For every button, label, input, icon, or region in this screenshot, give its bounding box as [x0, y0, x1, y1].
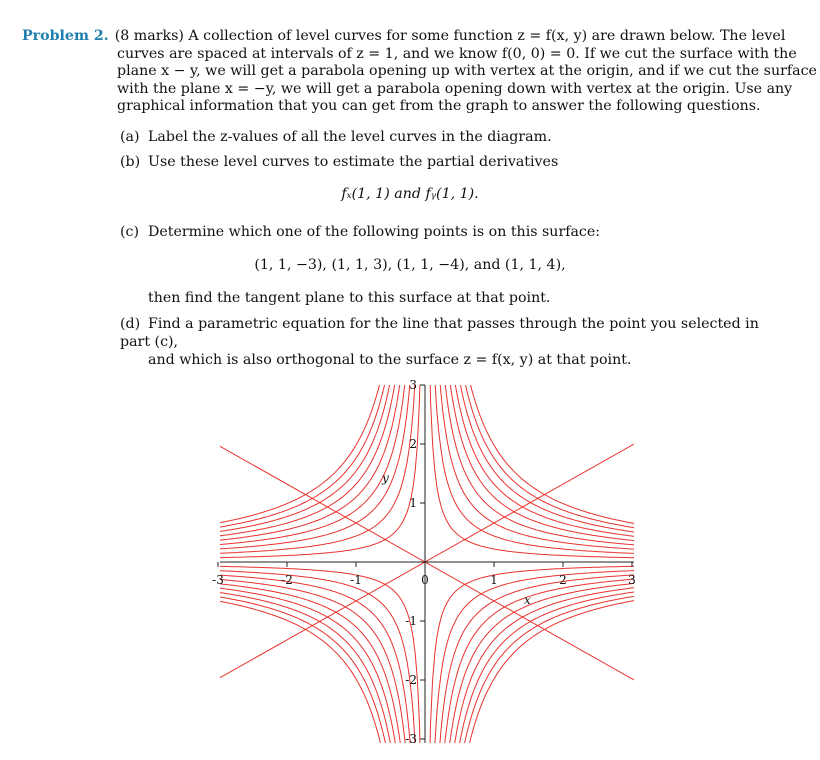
x-tick-label: 3: [628, 573, 636, 587]
level-curve: [447, 278, 820, 549]
level-curve: [0, 284, 415, 557]
intro-line-4: with the plane x = −y, we will get a parabola opening down with vertex at the origin. Use any: [117, 80, 793, 97]
y-tick-label: 1: [409, 496, 417, 510]
y-tick-label: -1: [405, 614, 417, 628]
level-curve: [439, 302, 820, 554]
x-tick-label: -2: [281, 573, 293, 587]
level-curve: [445, 293, 820, 551]
x-tick-label: -1: [350, 573, 362, 587]
part-d-text: Find a parametric equation for the line that passes through the point you selected in part (c),: [120, 316, 759, 350]
level-curve: [441, 280, 820, 553]
intro-line-3: plane x − y, we will get a parabola opening up with vertex at the origin, and if we cut the surface: [117, 63, 817, 80]
level-curve: [433, 566, 820, 760]
x-tick-label: 0: [421, 573, 429, 587]
part-c-display: (1, 1, −3), (1, 1, 3), (1, 1, −4), and (1, 1, 4),: [254, 257, 566, 273]
part-c-after: then find the tangent plane to this surface at that point.: [148, 290, 551, 306]
level-curve: [439, 569, 820, 760]
level-curve: [451, 576, 820, 760]
part-c-text: Determine which one of the following points is on this surface:: [148, 224, 601, 240]
x-tick-label: 2: [559, 573, 567, 587]
intro-line-1: Problem 2. (8 marks) A collection of level curves for some function z = f(x, y) are drawn below. The level: [22, 28, 786, 44]
part-b-label: (b): [120, 154, 141, 170]
level-curve: [453, 277, 820, 546]
y-tick-label: 2: [409, 437, 417, 451]
level-curve: [0, 564, 422, 760]
level-curve: [0, 567, 415, 760]
level-curve: [451, 289, 820, 548]
y-tick-label: -3: [405, 732, 417, 746]
level-curve: [0, 566, 417, 760]
level-curve: [0, 278, 403, 549]
intro-line-5: graphical information that you can get from the graph to answer the following questions.: [117, 98, 761, 115]
axes: [212, 378, 636, 746]
problem-heading: Problem 2.: [22, 28, 109, 44]
part-d-text-2: and which is also orthogonal to the surface z = f(x, y) at that point.: [148, 352, 632, 368]
x-axis-label: x: [524, 593, 531, 607]
level-curve: [433, 326, 820, 558]
level-curve: [0, 571, 409, 760]
level-curve: [435, 567, 820, 760]
y-axis-label: y: [382, 471, 389, 485]
part-a-text: Label the z-values of all the level curves in the diagram.: [148, 129, 552, 145]
level-curve: [0, 578, 397, 760]
level-curve: [0, 289, 399, 548]
level-curve: [0, 293, 405, 551]
y-tick-label: -2: [405, 673, 417, 687]
part-b-display: fₓ(1, 1) and fᵧ(1, 1).: [341, 186, 479, 202]
level-curve: [435, 284, 820, 557]
part-b-text: Use these level curves to estimate the partial derivatives: [148, 154, 559, 170]
part-c-label: (c): [120, 224, 140, 240]
intro-line-2: curves are spaced at intervals of z = 1, and we know f(0, 0) = 0. If we cut the surface with the: [117, 45, 797, 62]
level-curve: [0, 575, 403, 760]
level-curves: [0, 277, 820, 760]
level-curve: [0, 280, 409, 553]
x-tick-label: 1: [490, 573, 498, 587]
level-curve: [0, 302, 411, 554]
x-tick-label: -3: [212, 573, 224, 587]
part-a-label: (a): [120, 129, 140, 145]
level-curve: [0, 277, 397, 546]
y-tick-label: 3: [409, 378, 417, 392]
level-curve: [447, 575, 820, 760]
level-curve: [0, 573, 405, 760]
part-d-label: (d): [120, 316, 141, 332]
